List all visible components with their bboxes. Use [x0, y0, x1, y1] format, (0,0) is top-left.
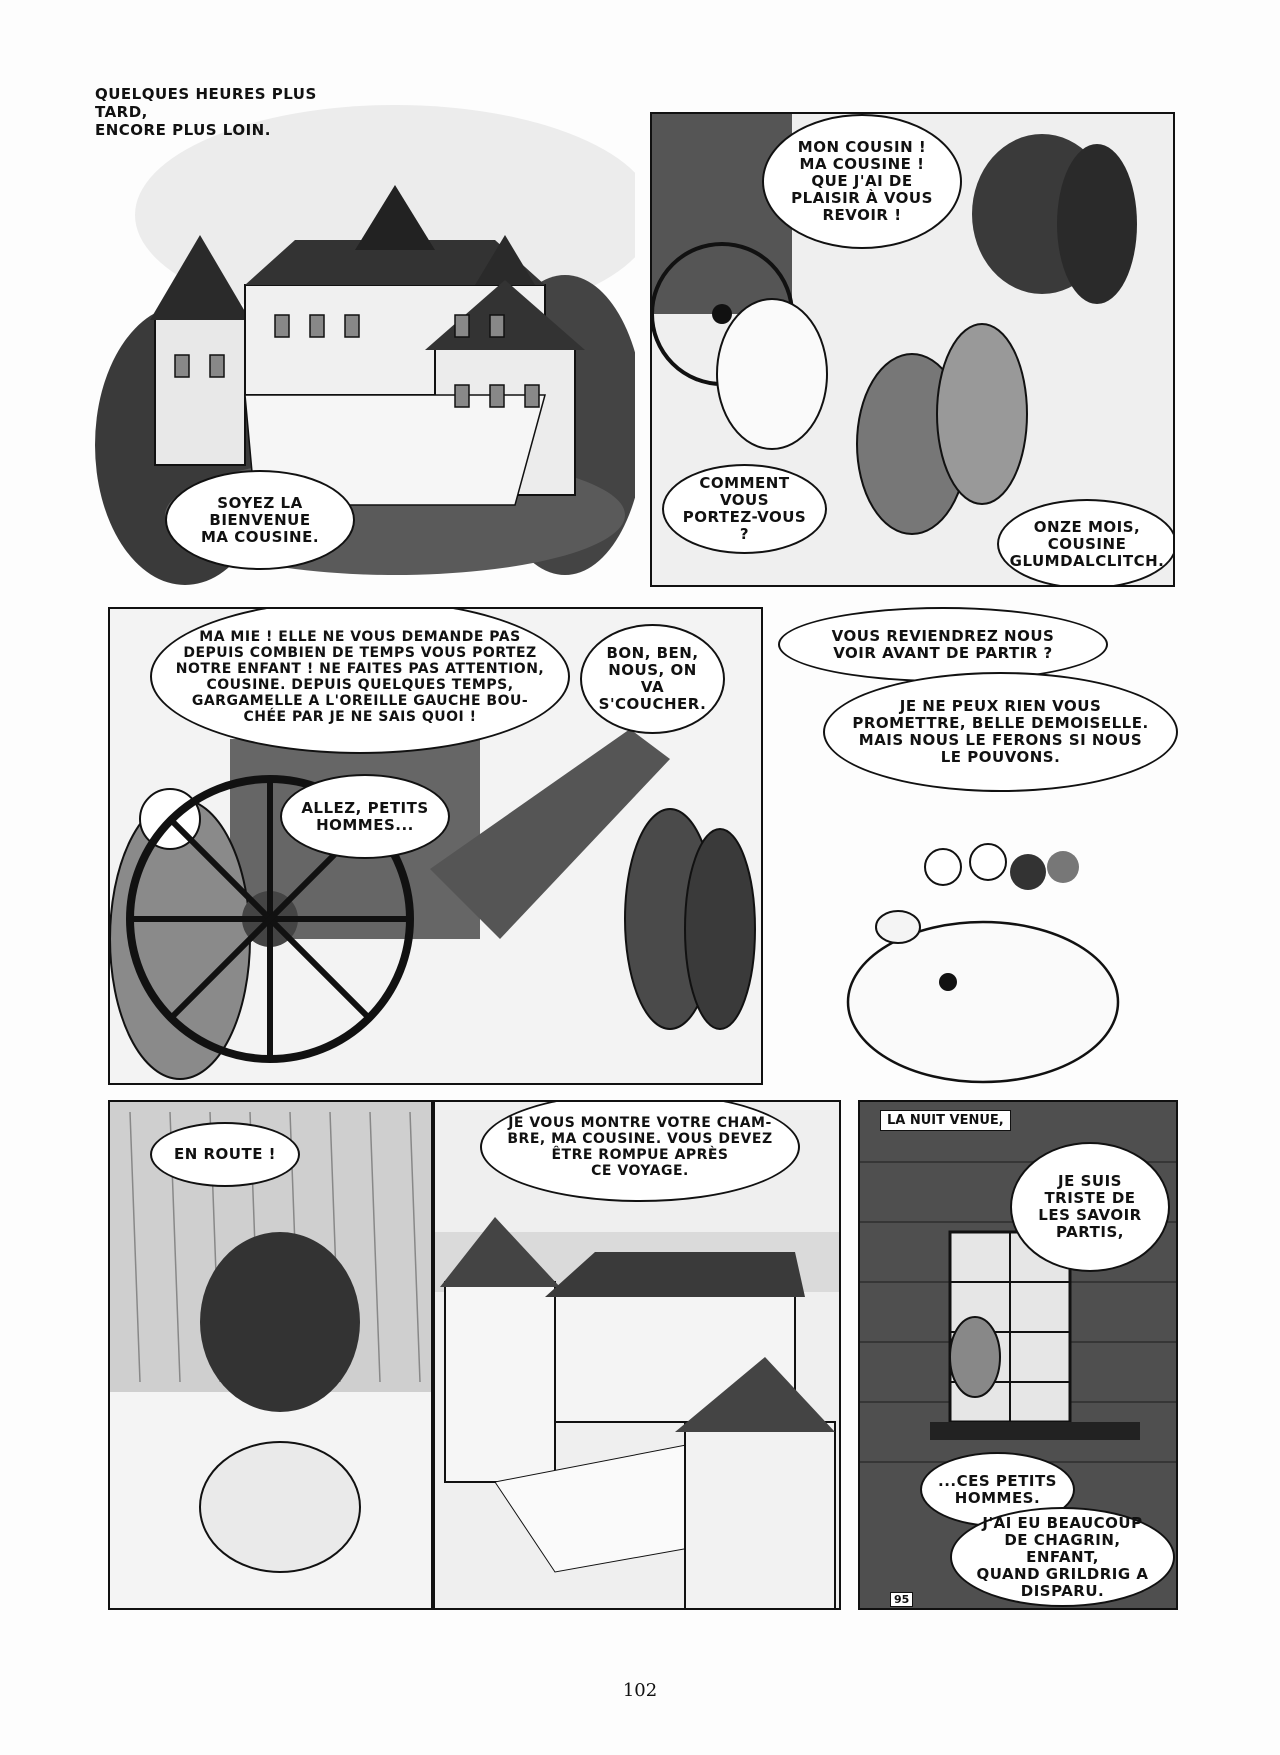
- panel-5: [108, 1100, 433, 1610]
- speech-bubble: JE SUIS TRISTE DE LES SAVOIR PARTIS,: [1010, 1142, 1170, 1272]
- speech-bubble: BON, BEN, NOUS, ON VA S'COUCHER.: [580, 624, 725, 734]
- panel-3: [108, 607, 763, 1085]
- artist-page-badge: 95: [890, 1592, 913, 1607]
- speech-bubble: ONZE MOIS, COUSINE GLUMDALCLITCH.: [997, 499, 1175, 587]
- speech-bubble: JE VOUS MONTRE VOTRE CHAM- BRE, MA COUSINE. VOUS DEVEZ ÊTRE ROMPUE APRÈS CE VOYAGE.: [480, 1100, 800, 1202]
- speech-bubble: MON COUSIN ! MA COUSINE ! QUE J'AI DE PLAISIR À VOUS REVOIR !: [762, 114, 962, 249]
- panel-6: [433, 1100, 841, 1610]
- panel-7: [858, 1100, 1178, 1610]
- narration-caption: QUELQUES HEURES PLUS TARD, ENCORE PLUS LOIN.: [95, 85, 317, 139]
- speech-bubble: COMMENT VOUS PORTEZ-VOUS ?: [662, 464, 827, 554]
- speech-bubble: EN ROUTE !: [150, 1122, 300, 1187]
- time-caption: LA NUIT VENUE,: [880, 1110, 1011, 1131]
- speech-bubble: ALLEZ, PETITS HOMMES...: [280, 774, 450, 859]
- speech-bubble: JE NE PEUX RIEN VOUS PROMETTRE, BELLE DEMOISELLE. MAIS NOUS LE FERONS SI NOUS LE POUVONS.: [823, 672, 1178, 792]
- panel-4: [778, 607, 1178, 1085]
- speech-bubble: ...CES PETITS HOMMES.: [920, 1452, 1075, 1527]
- page-number: 102: [622, 1680, 658, 1701]
- panel-1: [95, 85, 635, 590]
- speech-bubble: VOUS REVIENDREZ NOUS VOIR AVANT DE PARTIR ?: [778, 607, 1108, 682]
- panel-2: [650, 112, 1175, 587]
- speech-bubble: MA MIE ! ELLE NE VOUS DEMANDE PAS DEPUIS COMBIEN DE TEMPS VOUS PORTEZ NOTRE ENFANT ! NE FAITES PAS ATTENTION, COUSINE. DEPUIS QUELQUES TEMPS, GARGAMELLE A L'OREILLE GAUCHE BOU- CHÉE PAR JE NE SAIS QUOI !: [150, 607, 570, 754]
- speech-bubble: J'AI EU BEAUCOUP DE CHAGRIN, ENFANT, QUAND GRILDRIG A DISPARU.: [950, 1507, 1175, 1607]
- speech-bubble: SOYEZ LA BIENVENUE MA COUSINE.: [165, 470, 355, 570]
